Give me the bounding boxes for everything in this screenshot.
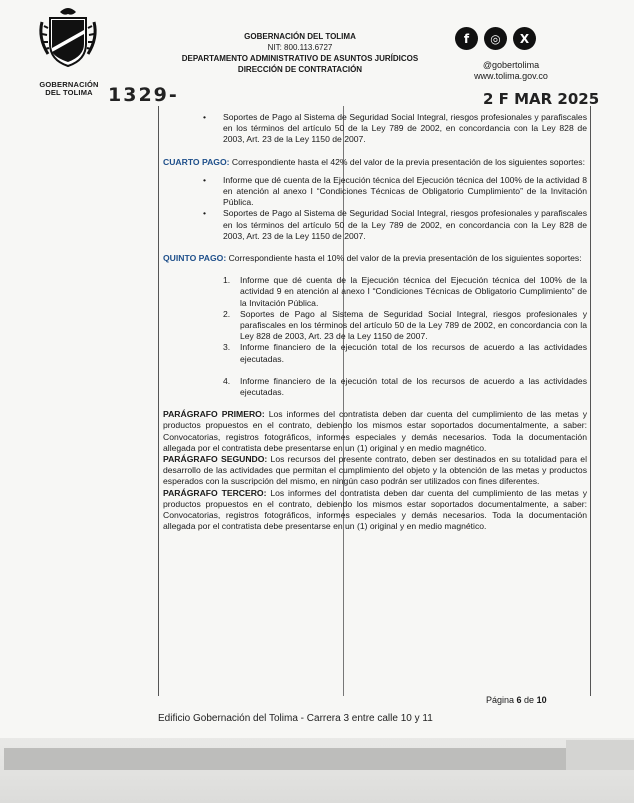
org-direction: DIRECCIÓN DE CONTRATACIÓN — [237, 65, 363, 74]
margin-line-left — [158, 106, 159, 696]
clause-text: Los recursos del presente contrato, deben ser destinados en su totalidad para el desarrollo de las actividades que permitan el cumplimiento del objeto y la obtención de las metas y productos esperados con la suscripción del mismo, en ningún caso podrán ser utilizados con fines diferentes. — [163, 454, 587, 487]
clause-label: QUINTO PAGO: — [163, 253, 227, 264]
instagram-icon: ◎ — [484, 27, 507, 50]
tolima-coat-of-arms-icon — [36, 4, 100, 68]
website-link: www.tolima.gov.co — [474, 71, 548, 81]
clause-text: Correspondiente hasta el 10% del valor de la previa presentación de los siguientes soportes: — [226, 253, 582, 264]
list-item: • Soportes de Pago al Sistema de Seguridad Social Integral, riesgos profesionales y parafiscales en los términos del artículo 50 de la Ley 789 de 2002, en concordancia con la Ley 828 de 2003, Art. 23 de la Ley 1150 de 2007. — [163, 208, 587, 242]
payment-clause-cuarto — [163, 157, 587, 168]
payment-clause-quinto — [163, 253, 587, 264]
paragraph-tercero — [163, 488, 587, 533]
list-item: 4. Informe financiero de la ejecución total de los recursos de acuerdo a las actividades ejecutadas. — [223, 375, 587, 398]
clause-label: PARÁGRAFO PRIMERO: — [163, 409, 265, 420]
org-name: GOBERNACIÓN DEL TOLIMA — [244, 32, 356, 41]
date-stamp: 2 F MAR 2025 — [483, 90, 600, 108]
clause-text: Los informes del contratista deben dar cuenta del cumplimiento de las metas y productos propuestos en el contrato, debiendo los mismos estar soportados documentalmente, a saber: Convocatorias, registros fotográficos, informes especiales y demás necesarios. Toda la documentación allegada por el contratista debe presentarse en un (1) original y en medio magnético. — [163, 487, 587, 532]
list-item: • Soportes de Pago al Sistema de Seguridad Social Integral, riesgos profesionales y parafiscales en los términos del artículo 50 de la Ley 789 de 2002, en concordancia con la Ley 828 de 2003, Art. 23 de la Ley 1150 de 2007. — [163, 112, 587, 146]
social-icons — [455, 27, 536, 50]
crest-caption: GOBERNACIÓN DEL TOLIMA — [39, 80, 99, 97]
list-item: 1. Informe que dé cuenta de la Ejecución técnica del Ejecución técnica del 100% de la actividad 9 en atención al anexo I “Condiciones Técnicas de Obligatorio Cumplimiento” de la Invitación Pública. — [223, 275, 587, 308]
facebook-icon: f — [455, 27, 478, 50]
x-icon: X — [513, 27, 536, 50]
scan-shadow — [566, 740, 634, 770]
page-number: Página 6 de 10 — [486, 695, 547, 705]
clause-label: CUARTO PAGO: — [163, 156, 230, 167]
org-nit: NIT: 800.113.6727 — [267, 43, 333, 52]
org-department: DEPARTAMENTO ADMINISTRATIVO DE ASUNTOS JURÍDICOS — [181, 54, 419, 63]
clause-label: PARÁGRAFO TERCERO: — [163, 487, 267, 498]
social-contact — [456, 60, 566, 82]
list-item: • Informe que dé cuenta de la Ejecución técnica del Ejecución técnica del 100% de la actividad 8 en atención al anexo I “Condiciones Técnicas de Obligatorio Cumplimiento” de la Invitación Pública. — [163, 175, 587, 209]
list-item: 3. Informe financiero de la ejecución total de los recursos de acuerdo a las actividades ejecutadas. — [223, 342, 587, 364]
paragraph-primero — [163, 409, 587, 454]
clause-text: Correspondiente hasta el 42% del valor de la previa presentación de los siguientes soportes: — [229, 156, 585, 167]
margin-line-right — [590, 106, 591, 696]
stamp-number: 1329- — [108, 84, 179, 106]
scan-shadow — [4, 748, 570, 770]
paragraph-segundo — [163, 454, 587, 488]
footer-address: Edificio Gobernación del Tolima - Carrera 3 entre calle 10 y 11 — [158, 713, 433, 724]
social-handle: @gobertolima — [482, 60, 540, 70]
list-item: 2. Soportes de Pago al Sistema de Seguridad Social Integral, riesgos profesionales y parafiscales en los términos del artículo 50 de la Ley 789 de 2002, en concordancia con la Ley 828 de 2003, Art. 23 de la Ley 1150 de 2007. — [223, 308, 587, 342]
clause-text: Los informes del contratista deben dar cuenta del cumplimiento de las metas y productos propuestos en el contrato, debiendo los mismos estar soportados documentalmente, a saber: Convocatorias, registros fotográficos, informes especiales y demás necesarios. Toda la documentación allegada por el contratista debe presentarse en un (1) original y en medio magnético. — [163, 409, 588, 453]
letterhead — [150, 31, 450, 75]
document-body — [163, 112, 587, 533]
clause-label: PARÁGRAFO SEGUNDO: — [163, 454, 268, 465]
